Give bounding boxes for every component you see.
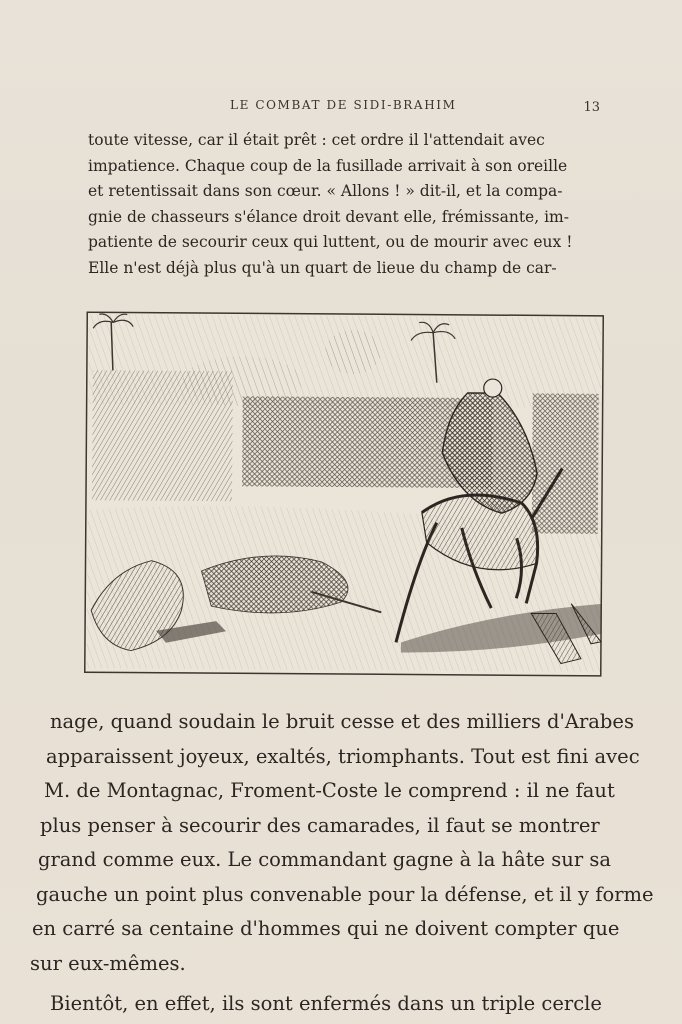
text-line: gauche un point plus convenable pour la défense, et il y forme [36, 882, 654, 906]
text-line: en carré sa centaine d'hommes qui ne doivent compter que [32, 917, 620, 940]
upper-paragraph [88, 128, 600, 281]
text-line: Elle n'est déjà plus qu'à un quart de lieue du champ de car- [88, 258, 557, 277]
text-line: M. de Montagnac, Froment-Coste le comprend : il ne faut [44, 779, 615, 802]
text-line: impatience. Chaque coup de la fusillade arrivait à son oreille [88, 156, 568, 175]
page-number: 13 [583, 100, 600, 115]
lower-paragraph [30, 705, 654, 1022]
battle-engraving [61, 310, 616, 682]
page-header [90, 98, 610, 120]
text-line: grand comme eux. Le commandant gagne à la hâte sur sa [38, 848, 612, 871]
text-line: apparaissent joyeux, exaltés, triomphants. Tout est fini avec [46, 744, 640, 768]
text-line: gnie de chasseurs s'élance droit devant elle, frémissante, im- [88, 207, 569, 226]
engraving-illustration [61, 310, 616, 682]
text-line: Bientôt, en effet, ils sont enfermés dans un triple cercle [50, 992, 602, 1015]
text-line: sur eux-mêmes. [30, 951, 186, 975]
text-line: et retentissait dans son cœur. « Allons ! » dit-il, et la compa- [88, 182, 563, 200]
text-line: patiente de secourir ceux qui luttent, ou de mourir avec eux ! [88, 233, 573, 251]
text-line: toute vitesse, car il était prêt : cet ordre il l'attendait avec [88, 131, 545, 149]
text-line: nage, quand soudain le bruit cesse et des milliers d'Arabes [50, 710, 634, 733]
text-line: plus penser à secourir des camarades, il faut se montrer [40, 813, 600, 837]
running-title: LE COMBAT DE SIDI-BRAHIM [230, 98, 457, 112]
